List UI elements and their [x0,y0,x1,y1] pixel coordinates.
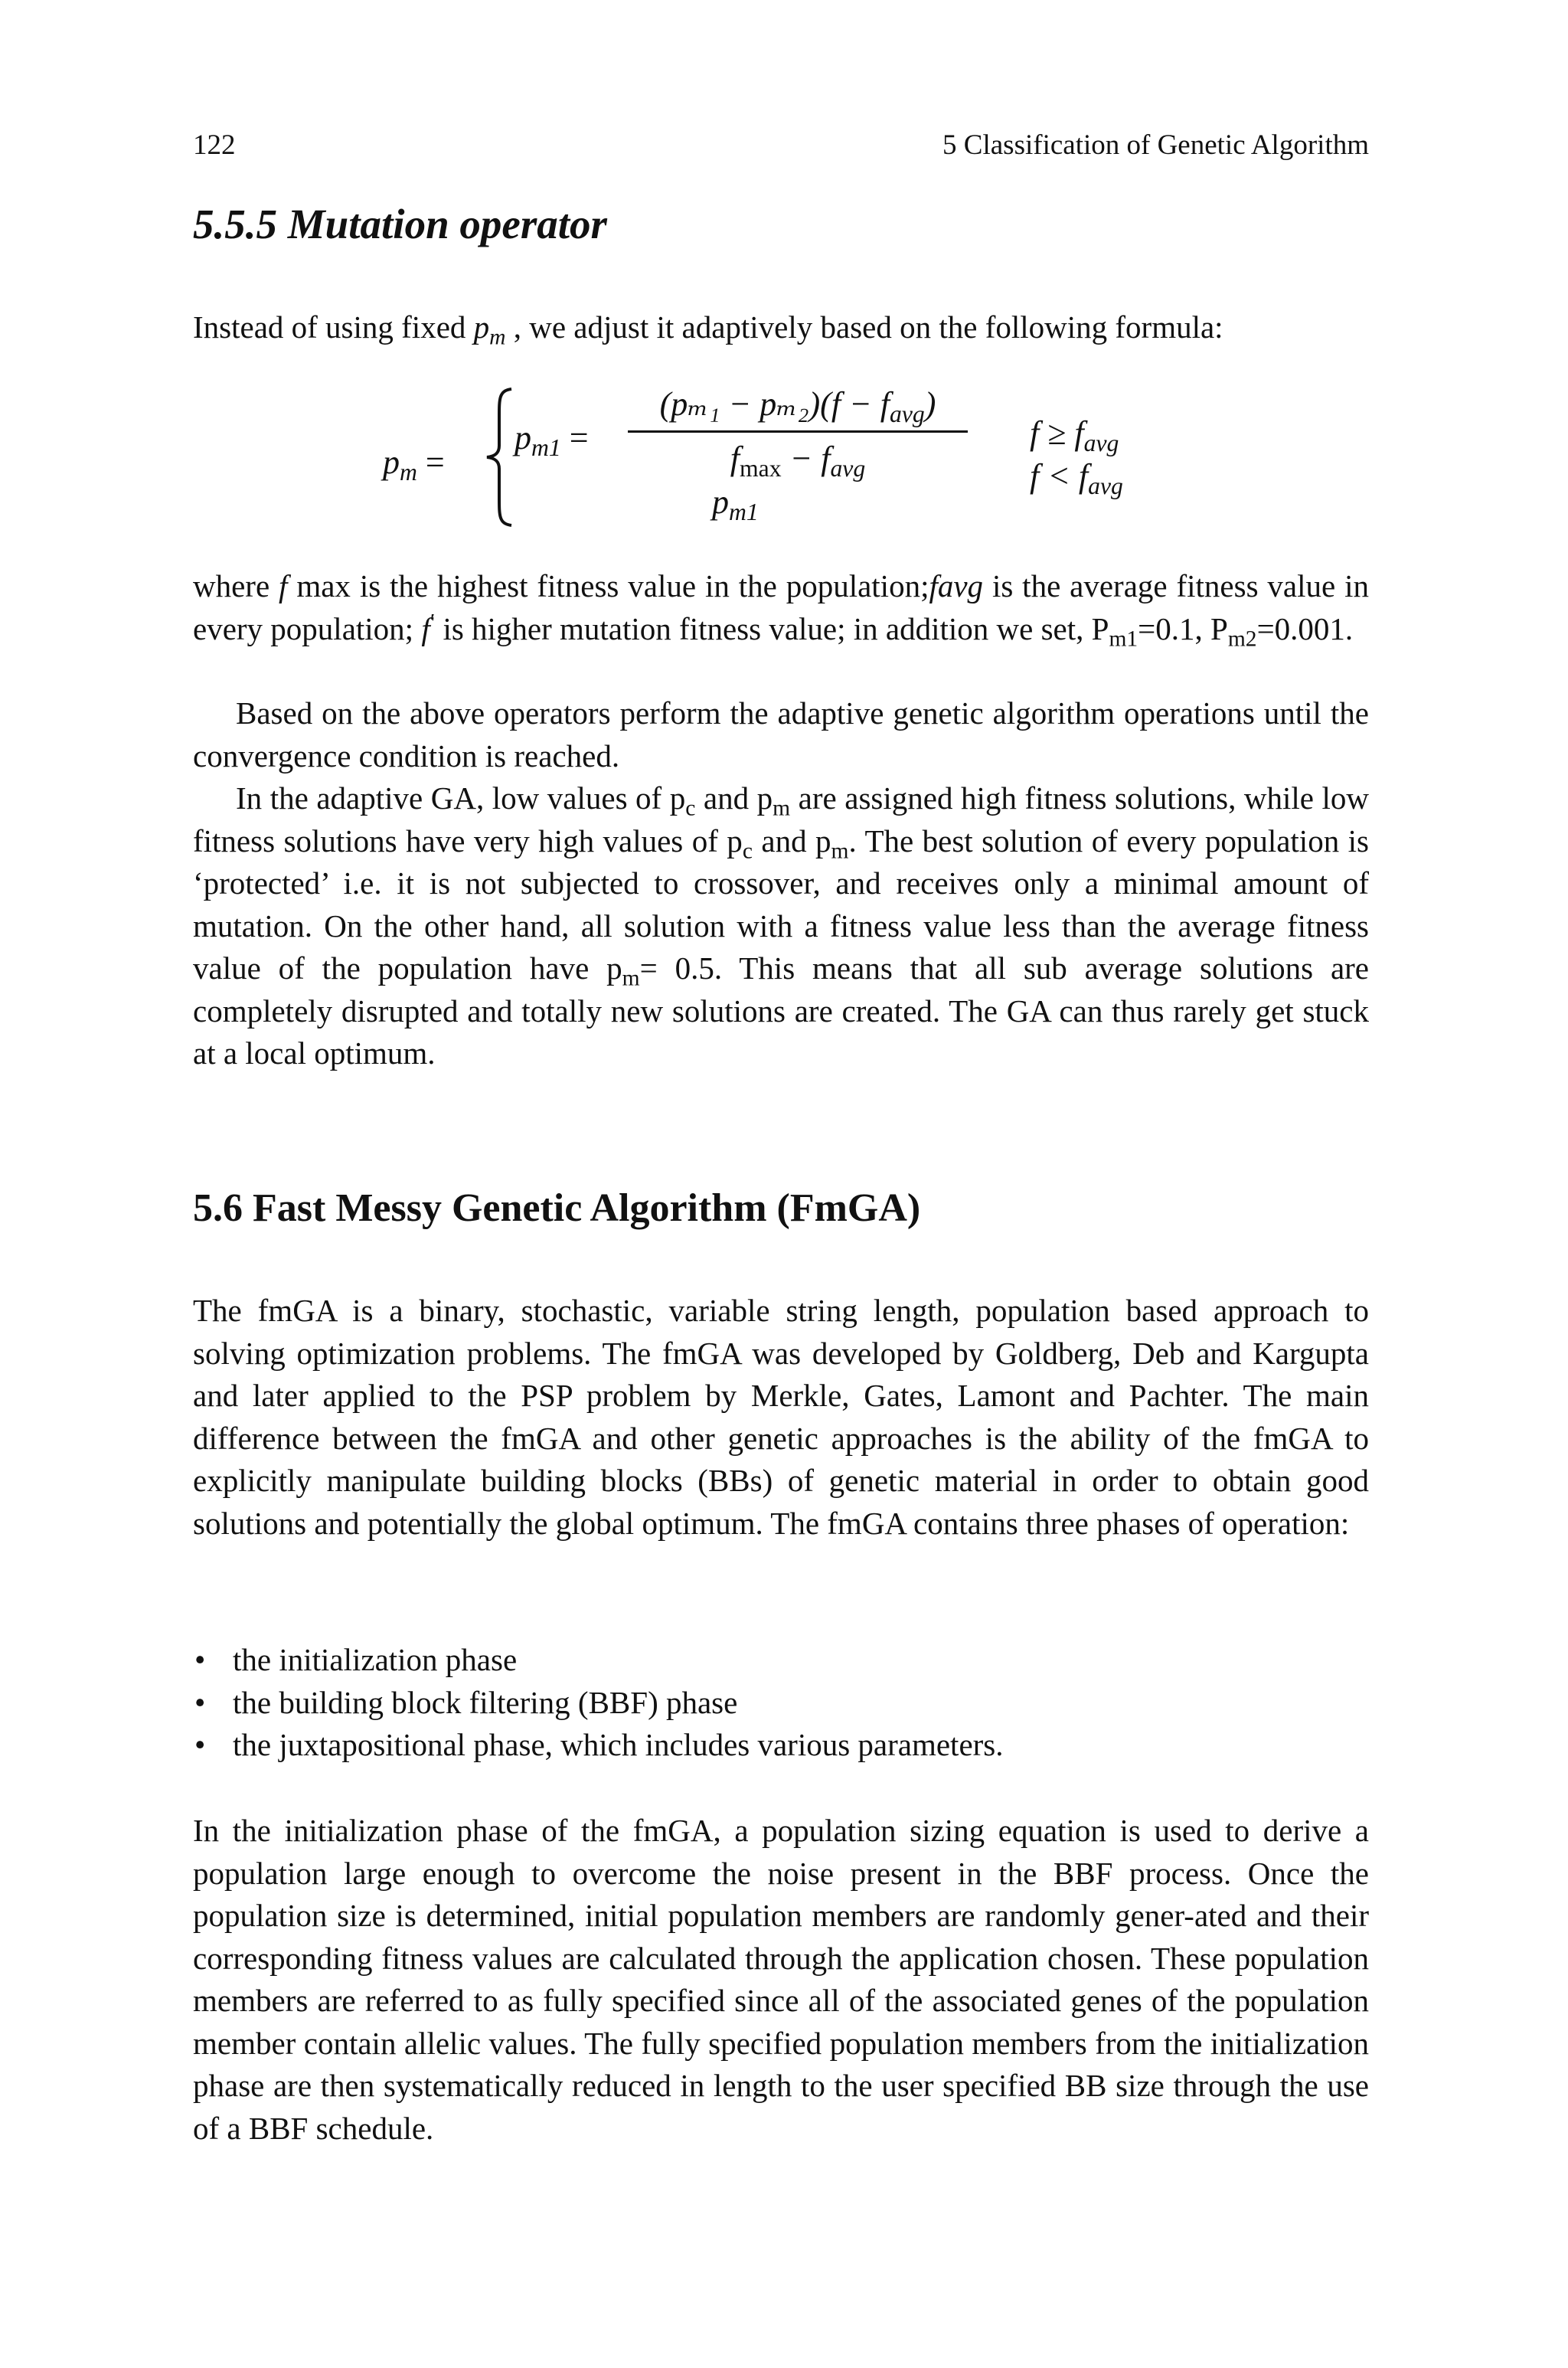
list-item: • the juxtapositional phase, which includes various parameters. [193,1724,1369,1767]
left-brace-icon [482,386,516,528]
paragraph-based: Based on the above operators perform the adaptive genetic algorithm operations until the convergence condition is reached. [193,695,1369,774]
equation-condition-1: $f \ge f_{avg}$ [1030,414,1119,456]
bullet-icon: • [194,1642,206,1677]
running-header [193,129,1369,162]
paragraph-fmga: The fmGA is a binary, stochastic, variable string length, population based approach to solving optimization problems. The fmGA was developed by Goldberg, Deb and Kargupta and later applied to the PSP problem by Merkle, Gates, Lamont and Pachter. The main difference between the fmGA and other genetic approaches is the ability of the fmGA to explicitly manipulate building blocks (BBs) of genetic material in order to obtain good solutions and potentially the global optimum. The fmGA contains three phases of operation: [193,1293,1369,1541]
equation-fraction [622,383,974,480]
paragraph-initialization: In the initialization phase of the fmGA, a population sizing equation is used to derive a population large enough to overcome the noise present in the BBF process. Once the population size is determined, initial population members are randomly gener-ated and their corresponding fitness values are calculated through the application chosen. These population members are referred to as fully specified since all of the associated genes of the population member contain allelic values. The fully specified population members from the initialization phase are then systematically reduced in length to the user specified BB size through the use of a BBF schedule. [193,1813,1369,2146]
subsection-heading: 5.5.5 Mutation operator [193,201,607,247]
list-item: • the building block filtering (BBF) phase [193,1682,1369,1725]
bullet-icon: • [194,1727,206,1762]
section-heading: 5.6 Fast Messy Genetic Algorithm (FmGA) [193,1186,921,1230]
running-title: 5 Classification of Genetic Algorithm [942,129,1369,161]
paragraph-adaptive-ga: In the adaptive GA, low values of $p_c$ and $p_m$ are assigned high fitness solutions, while low fitness solutions have very high values of $p_c$ and $p_m$. The best solution of every population is ‘protected’ i.e. it is not subjected to crossover, and receives only a minimal amount of mutation. On the other hand, all solution with a fitness value less than the average fitness value of the population have $p_m= 0.5$. This means that all sub average solutions are completely disrupted and totally new solutions are created. The GA can thus rarely get stuck at a local optimum. [193,780,1370,1071]
equation-condition-2: $f < f_{avg}$ [1030,457,1123,499]
page-number: 122 [193,129,236,161]
equation-case1-lhs: $p_{m1}$ = [514,419,589,461]
fraction-denominator: $f_{max} - f_{avg}$ [730,440,866,482]
equation-case2: $p_{m1}$ [712,483,759,525]
phase-list [193,1639,1369,1767]
mutation-rate-equation [383,383,1225,536]
fraction-numerator: $(p_{m1} - p_{m2})(f - f_{avg})$ [659,385,936,427]
equation-lhs: $p_m$ = [383,443,445,486]
paragraph-where: where f max is the highest fitness value in the population;favg is the average fitness value in every population; f′ is higher mutation fitness value; in addition we set, $P_{m1}=0.1$, $P_{m2}=0.001$. [193,568,1369,651]
list-item: • the initialization phase [193,1639,1369,1682]
intro-paragraph: Instead of using fixed $p_m$ , we adjust it adaptively based on the following formula: [193,309,1223,350]
fraction-bar [628,430,968,433]
bullet-icon: • [194,1684,206,1720]
